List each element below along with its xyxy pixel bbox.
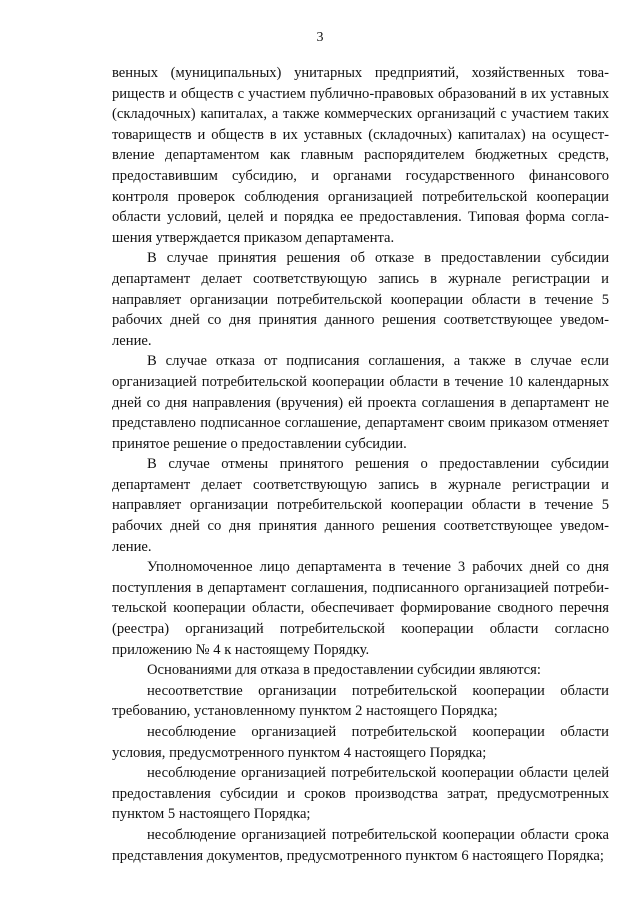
paragraph-refusal-grounds-heading: Основаниями для отказа в предоставлении субсидии являются:	[147, 662, 541, 679]
page-number: 3	[316, 30, 324, 45]
paragraph-agreement-continuation: венных (муниципальных) унитарных предприятий, хозяйственных товариществ и обществ с участием публично-правовых образований в их уставных (складочных) капиталах, а также коммерческих организаций с участием таких товариществ и обществ в их уставных (складочных) капиталах) на осуществление департаментом как главным распорядителем бюджетных средств, предоставившим субсидию, и органами государственного финансового контроля проверок соблюдения организацией потребительской кооперации области условий, целей и порядка ее предоставления. Типовая форма соглашения утверждается приказом департамента.	[112, 65, 609, 246]
paragraph-decision-cancelled: В случае отмены принятого решения о предоставлении субсидии департамент делает соответствующую запись в журнале регистрации и направляет организации потребительской кооперации области в течение 5 рабочих дней со дня принятия данного решения соответствующее уведомление.	[112, 456, 609, 555]
list-item-ground-condition: несоблюдение организацией потребительской кооперации области условия, предусмотренного пунктом 4 настоящего Порядка;	[112, 724, 609, 761]
document-body	[112, 63, 609, 866]
paragraph-agreement-not-signed: В случае отказа от подписания соглашения, а также в случае если организацией потребительской кооперации области в течение 10 календарных дней со дня направления (вручения) ей проекта соглашения в департамент не представлено подписанное соглашение, департамент своим приказом отменяет принятое решение о предоставлении субсидии.	[112, 353, 609, 452]
list-item-ground-deadline: несоблюдение организацией потребительской кооперации области срока представления документов, предусмотренного пунктом 6 настоящего Порядка;	[112, 826, 609, 864]
paragraph-refusal-decision: В случае принятия решения об отказе в предоставлении субсидии департамент делает соответствующую запись в журнале регистрации и направляет организации потребительской кооперации области в течение 5 рабочих дней со дня принятия данного решения соответствующее уведомление.	[112, 250, 609, 349]
list-item-ground-purposes: несоблюдение организацией потребительской кооперации области целей предоставления субсидии и сроков производства затрат, предусмотренных пунктом 5 настоящего Порядка;	[112, 765, 609, 823]
list-item-ground-requirement: несоответствие организации потребительской кооперации области требованию, установленному пунктом 2 настоящего Порядка;	[112, 682, 609, 720]
paragraph-registry-formation: Уполномоченное лицо департамента в течение 3 рабочих дней со дня поступления в департамент соглашения, подписанного организацией потребительской кооперации области, обеспечивает формирование сводного перечня (реестра) организаций потребительской кооперации области согласно приложению № 4 к настоящему Порядку.	[112, 559, 609, 658]
